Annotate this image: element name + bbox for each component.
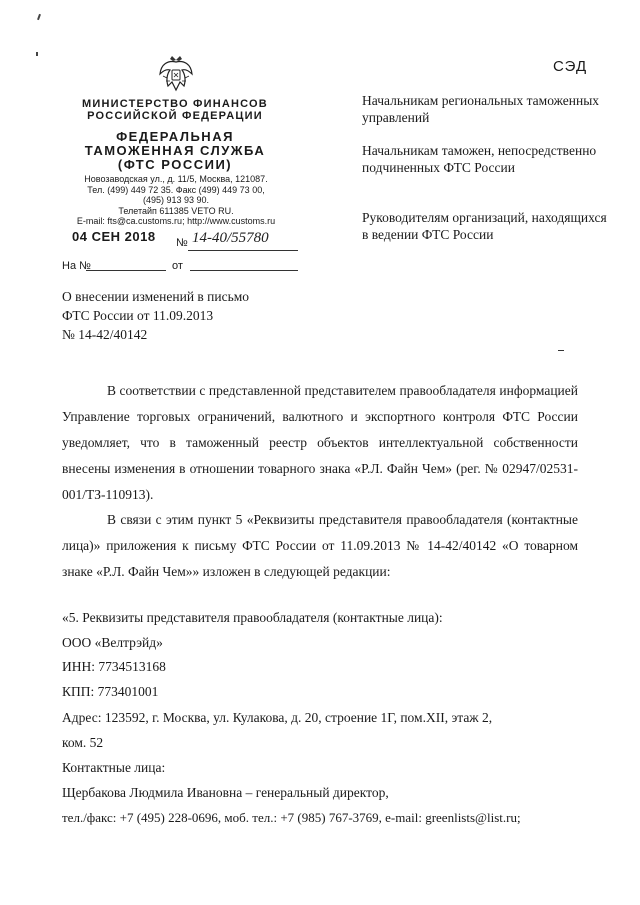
recipient-3: Руководителям организаций, находящихся в ведении ФТС России [362,210,607,242]
number-underline [188,250,298,251]
reference-date-line [190,270,298,271]
address-line-1: Адрес: 123592, г. Москва, ул. Кулакова, д. 20, строение 1Г, пом.XII, этаж 2, [62,710,493,725]
letter-subject: О внесении изменений в письмо ФТС России от 11.09.2013 № 14-42/40142 [62,289,250,342]
reference-number-label: На № [62,260,91,272]
service-address: Новозаводская ул., д. 11/5, Москва, 121087. Тел. (499) 449 72 35. Факс (499) 449 73 00, (495) 913 93 90. Телетайп 611385 VETO RU. E-mail: fts@ca.customs.ru; http://www.customs.ru [76,174,276,226]
corner-mark: СЭД [553,58,588,75]
contacts-label: Контактные лица: [62,760,166,775]
body-paragraph-2: В связи с этим пункт 5 «Реквизиты представителя правообладателя (контактные лица)» приложения к письму ФТС России от 11.09.2013 № 14-42/40142 «О товарном знаке «Р.Л. Файн Чем»» изложен в следующей редакции: [62,512,578,579]
date-stamp: 04 СЕН 2018 [72,229,156,244]
address-line-2: ком. 52 [62,735,104,750]
service-name: ФЕДЕРАЛЬНАЯ ТАМОЖЕННАЯ СЛУЖБА (ФТС РОССИИ) [84,129,266,172]
margin-mark [558,350,564,351]
eagle-emblem-icon [158,54,194,94]
scan-speck [36,52,38,56]
contact-phone: тел./факс: +7 (495) 228-0696, моб. тел.: +7 (985) 767-3769, e-mail: greenlists@list.ru; [62,810,521,825]
body-paragraph-1: В соответствии с представленной представителем правообладателя информацией Управление торговых ограничений, валютного и экспортного контроля ФТС России уведомляет, что в таможенный реестр объектов интеллектуальной собственности внесены изменения в отношении товарного знака «Р.Л. Файн Чем» (рег. № 02947/02531-001/ТЗ-110913). [62,383,578,502]
company-name: ООО «Велтрэйд» [62,635,163,650]
inn: ИНН: 7734513168 [62,659,166,674]
handwritten-number: 14-40/55780 [192,230,269,246]
recipient-2: Начальникам таможен, непосредственно подчиненных ФТС России [362,143,597,175]
recipient-1: Начальникам региональных таможенных управлений [362,93,600,125]
ministry-name: МИНИСТЕРСТВО ФИНАНСОВ РОССИЙСКОЙ ФЕДЕРАЦИИ [82,98,268,122]
reference-date-label: от [172,260,183,272]
number-label: № [176,237,188,249]
contact-person: Щербакова Людмила Ивановна – генеральный директор, [62,785,389,800]
scan-speck [37,14,41,20]
kpp: КПП: 773401001 [62,684,159,699]
reference-number-line [86,270,166,271]
contact-section-title: «5. Реквизиты представителя правообладателя (контактные лица): [62,610,443,625]
